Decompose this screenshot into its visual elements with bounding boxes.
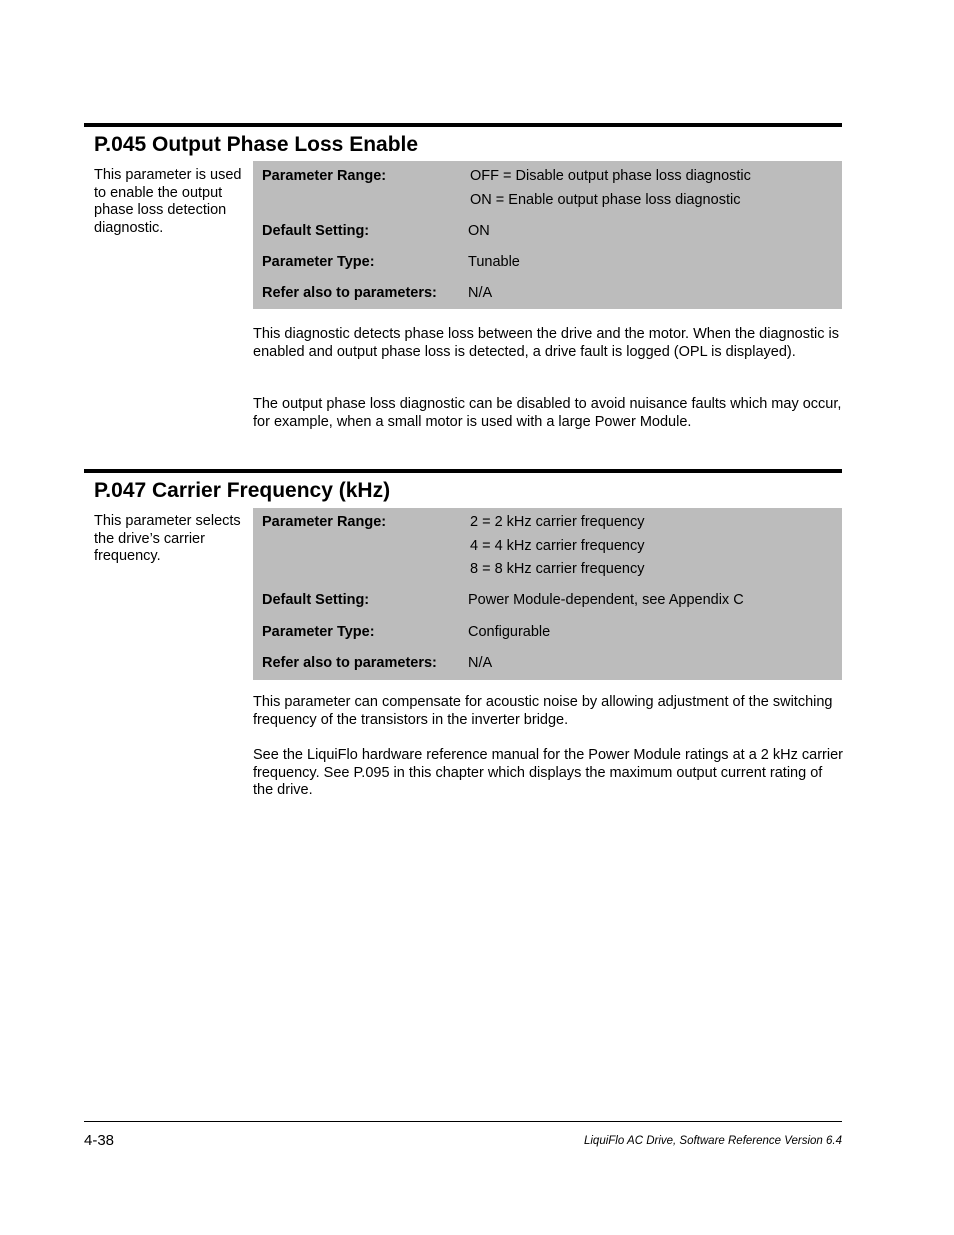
parameter-table — [253, 508, 842, 680]
section-p047 — [84, 469, 842, 809]
section-divider — [84, 469, 842, 473]
body-paragraph: This diagnostic detects phase loss between the drive and the motor. When the diagnostic is enabled and output phase loss is detected, a drive fault is logged (OPL is displayed). — [253, 326, 839, 360]
body-paragraph: The output phase loss diagnostic can be disabled to avoid nuisance faults which may occur, for example, when a small motor is used with a large Power Module. — [253, 396, 842, 430]
side-note: This parameter selects the drive’s carrier frequency. — [94, 513, 241, 564]
default-setting-label: Default Setting: — [262, 223, 370, 239]
parameter-table — [253, 161, 842, 309]
parameter-type-label: Parameter Type: — [262, 254, 375, 270]
body-paragraph: This parameter can compensate for acoustic noise by allowing adjustment of the switching frequency of the transistors in the inverter bridge. — [253, 694, 833, 728]
parameter-type-value: Configurable — [468, 624, 551, 640]
refer-also-value: N/A — [468, 285, 493, 301]
default-setting-label: Default Setting: — [262, 592, 370, 608]
parameter-range-value: 4 = 4 kHz carrier frequency — [470, 538, 645, 554]
parameter-range-value: ON = Enable output phase loss diagnostic — [470, 192, 741, 208]
body-paragraph: See the LiquiFlo hardware reference manual for the Power Module ratings at a 2 kHz carrier frequency. See P.095 in this chapter which displays the maximum output current rating of the drive. — [253, 747, 843, 798]
page-number: 4-38 — [84, 1132, 115, 1149]
default-setting-value: Power Module-dependent, see Appendix C — [468, 592, 744, 608]
refer-also-label: Refer also to parameters: — [262, 285, 437, 301]
section-p045 — [84, 123, 842, 443]
parameter-range-value: 8 = 8 kHz carrier frequency — [470, 561, 645, 577]
parameter-range-value: OFF = Disable output phase loss diagnostic — [470, 168, 751, 184]
refer-also-label: Refer also to parameters: — [262, 655, 437, 671]
section-title: P.045 Output Phase Loss Enable — [94, 133, 419, 156]
section-divider — [84, 123, 842, 127]
parameter-range-label: Parameter Range: — [262, 168, 387, 184]
section-title: P.047 Carrier Frequency (kHz) — [94, 479, 391, 502]
document-title: LiquiFlo AC Drive, Software Reference Version 6.4 — [583, 1135, 842, 1147]
parameter-type-value: Tunable — [468, 254, 520, 270]
default-setting-value: ON — [468, 223, 490, 239]
parameter-type-label: Parameter Type: — [262, 624, 375, 640]
refer-also-value: N/A — [468, 655, 493, 671]
footer-divider — [84, 1121, 842, 1122]
parameter-range-label: Parameter Range: — [262, 514, 387, 530]
parameter-range-value: 2 = 2 kHz carrier frequency — [470, 514, 645, 530]
side-note: This parameter is used to enable the output phase loss detection diagnostic. — [94, 167, 242, 236]
